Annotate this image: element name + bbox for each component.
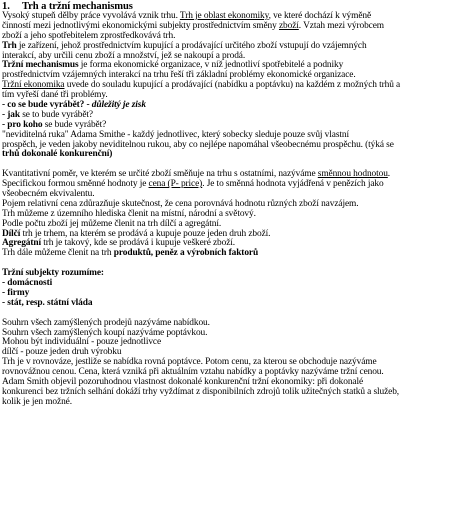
text-run: Vysoký stupeň dělby práce vyvolává vznik trhu. bbox=[2, 11, 180, 21]
text-run: je zařízení, jehož prostřednictvím kupující a prodávající určitého zboží vstupují do vzájemných bbox=[16, 40, 367, 51]
text-run: . Vztah mezi výrobcem bbox=[298, 20, 384, 31]
paragraph-line: interakcí, aby určili cenu zboží a množství, jež se nakoupí a prodá. bbox=[2, 50, 246, 61]
paragraph-line: Souhrn všech zamýšlených koupí nazýváme poptávkou. bbox=[2, 327, 208, 338]
heading-number: 1. bbox=[2, 1, 10, 12]
text-run: je forma ekonomické organizace, v níž jednotliví spotřebitelé a podniky bbox=[78, 60, 344, 71]
bold-term: Tržní mechanismus bbox=[2, 60, 79, 71]
text-run: Specifickou formou směnné hodnoty je bbox=[2, 179, 149, 190]
paragraph-line: Pojem relativní cena zdůrazňuje skutečnost, že cena porovnává hodnotu různých zboží navzájem. bbox=[2, 198, 359, 209]
paragraph-line: Mohou být individuální - pouze jednotlivce bbox=[2, 337, 162, 348]
paragraph-line: zboží a jeho spotřebitelem zprostředkovává trh. bbox=[2, 30, 176, 41]
paragraph-line: Souhrn všech zamýšlených prodejů nazýváme nabídkou. bbox=[2, 317, 210, 328]
subjects-item: - stát, resp. státní vláda bbox=[2, 297, 93, 308]
text-run: činností mezi jednotlivými ekonomickými subjekty prostřednictvím směny bbox=[2, 20, 279, 31]
bold-term: - jak bbox=[2, 109, 20, 120]
paragraph-line: dílčí - pouze jeden druh výrobku bbox=[2, 347, 122, 358]
text-run: trh je trhem, na kterém se prodává a kupuje pouze jeden druh zboží. bbox=[20, 228, 271, 239]
text-run: , ve které dochází k výměně bbox=[268, 11, 372, 21]
underlined-term: zboží bbox=[278, 20, 299, 31]
paragraph-line: prostřednictvím vzájemných interakcí na trhu řeší tři základní problémy ekonomické organizace. bbox=[2, 70, 356, 81]
text-run: uvede do souladu kupující a prodávající (nabídku a poptávku) na každém z možných trhů a bbox=[64, 80, 401, 91]
paragraph-line: Adam Smith objevil pozoruhodnou vlastnost dokonalé konkurenční tržní ekonomiky: při dokonalé bbox=[2, 376, 364, 387]
paragraph-line: Trh můžeme z územního hlediska členit na místní, národní a světový. bbox=[2, 208, 256, 219]
subjects-item: - domácnosti bbox=[2, 278, 53, 289]
underlined-term: Tržní ekonomika bbox=[2, 80, 65, 91]
paragraph-line: trhů dokonalé konkurenční) bbox=[2, 149, 113, 160]
paragraph-line: tím vyřeší dané tři problémy. bbox=[2, 90, 108, 101]
paragraph-line bbox=[2, 249, 463, 259]
subjects-title: Tržní subjekty rozumíme: bbox=[2, 268, 104, 279]
bold-term: - pro koho bbox=[2, 119, 43, 130]
paragraph-line: "neviditelná ruka" Adama Smithe - každý jednotlivec, který sobecky sleduje pouze svůj vlastní bbox=[2, 129, 349, 140]
bold-term: Dílčí bbox=[2, 228, 21, 239]
document-page bbox=[2, 1, 463, 507]
paragraph-line: všeobecném ekvivalentu. bbox=[2, 189, 95, 200]
paragraph-line: rovnovážnou cenou. Cena, která vzniká při aktuálním vztahu nabídky a poptávky nazýváme tržní cenou. bbox=[2, 367, 384, 378]
bold-term: Agregátní bbox=[2, 238, 42, 249]
text-run: . Je to směnná hodnota vyjádřená v penězích jako bbox=[202, 179, 384, 190]
paragraph-line: Podle počtu zboží jej můžeme členit na trh dílčí a agregátní. bbox=[2, 218, 222, 229]
underlined-term: cena (P- price) bbox=[148, 179, 203, 190]
text-run: - co se bude vyrábět? - bbox=[2, 100, 92, 111]
text-run: se to bude vyrábět? bbox=[20, 109, 93, 120]
bold-term: Trh bbox=[2, 40, 17, 51]
text-run: trh je takový, kde se prodává i kupuje veškeré zboží. bbox=[41, 238, 236, 249]
emphasis-term: důležitý je zisk bbox=[91, 100, 146, 111]
subjects-item: - firmy bbox=[2, 287, 30, 298]
underlined-term: Trh je oblast ekonomiky bbox=[179, 11, 269, 21]
paragraph-line: prospěch, je veden jakoby neviditelnou rukou, aby co nejlépe napomáhal všeobecnému prospěchu. (týká se bbox=[2, 139, 394, 150]
bold-term: produktů, peněz a výrobních faktorů bbox=[113, 248, 259, 259]
text-run: . bbox=[387, 169, 391, 180]
text-run: Kvantitativní poměr, ve kterém se určité zboží směňuje na trhu s ostatními, nazýváme bbox=[2, 169, 318, 180]
paragraph-line: kolik je jen možné. bbox=[2, 396, 72, 407]
text-run: Trh dále můžeme členit na trh bbox=[2, 248, 114, 259]
heading-title: Trh a tržní mechanismus bbox=[22, 1, 133, 12]
text-run: se bude vyrábět? bbox=[42, 119, 107, 130]
underlined-term: směnnou hodnotou bbox=[317, 169, 388, 180]
paragraph-line: konkurenci bez tržních selhání dokáží trhy vyždímat z disponibilních zdrojů tolik užitečných statků a služeb, bbox=[2, 386, 400, 397]
paragraph-line: Trh je v rovnováze, jestliže se nabídka rovná poptávce. Potom cenu, za kterou se obchoduje nazýváme bbox=[2, 357, 377, 368]
